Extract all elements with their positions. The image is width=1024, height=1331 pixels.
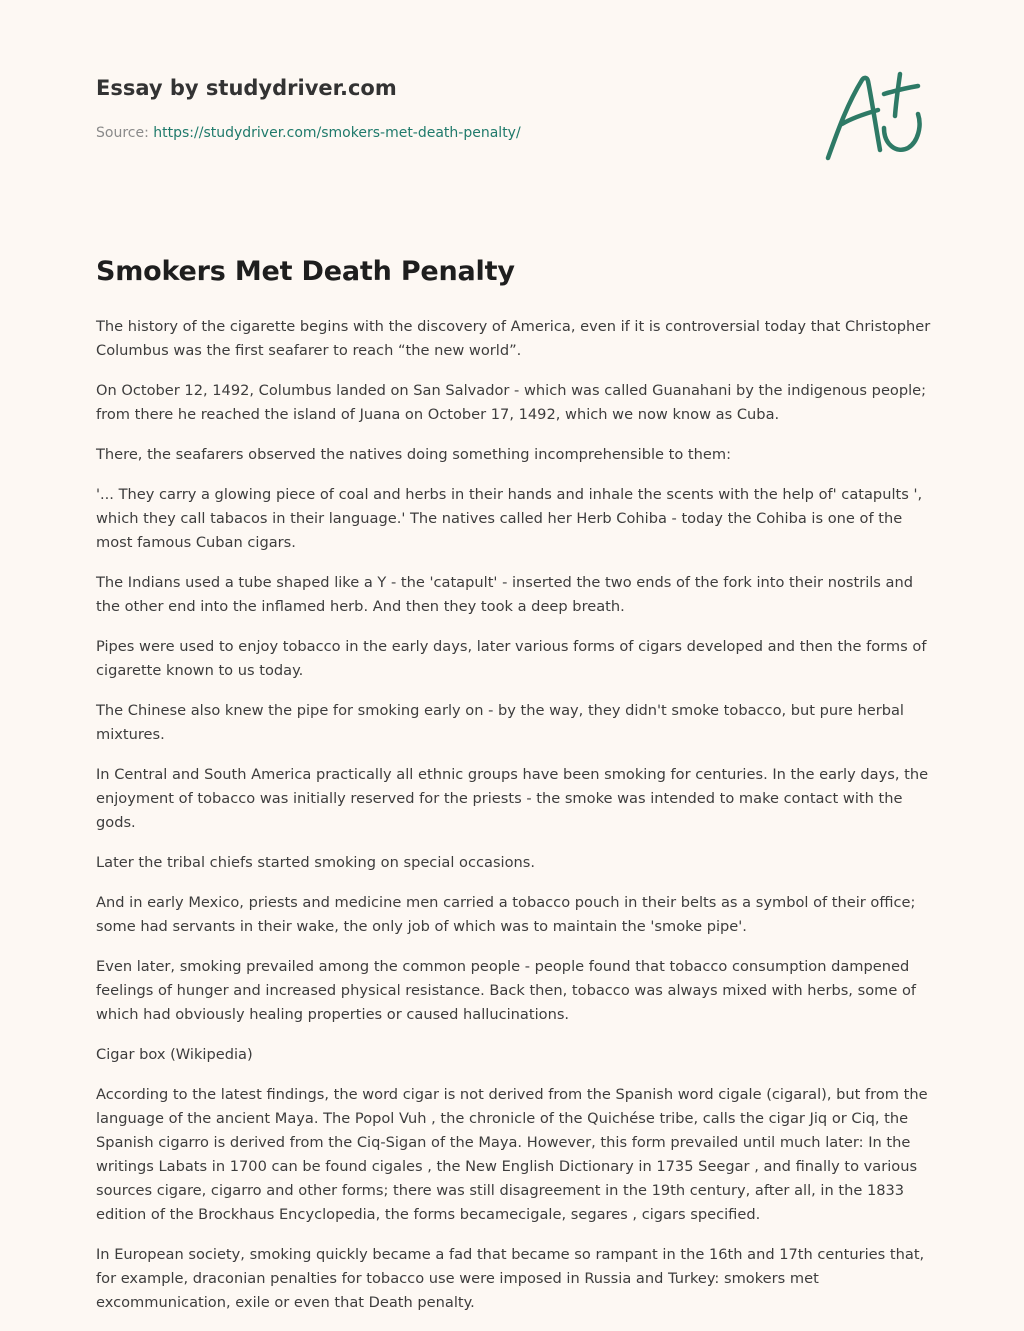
source-line [96,125,521,141]
a-plus-logo-icon [818,66,930,166]
paragraph: In Central and South America practically all ethnic groups have been smoking for centuries. In the early days, the enjoyment of tobacco was initially reserved for the priests - the smoke was intended to make contact with the gods. [96,766,929,831]
essay-body [96,315,936,1331]
paragraph: The Chinese also knew the pipe for smoking early on - by the way, they didn't smoke tobacco, but pure herbal mixtures. [96,702,904,743]
paragraph: The Indians used a tube shaped like a Y - the 'catapult' - inserted the two ends of the fork into their nostrils and the other end into the inflamed herb. And then they took a deep breath. [96,574,914,615]
paragraph: On October 12, 1492, Columbus landed on San Salvador - which was called Guanahani by the indigenous people; from there he reached the island of Juana on October 17, 1492, which we now know as Cuba. [96,382,927,423]
source-label: Source: [96,125,154,141]
paragraph: According to the latest findings, the word cigar is not derived from the Spanish word cigale (cigaral), but from the language of the ancient Maya. The Popol Vuh , the chronicle of the Quichése tribe, calls the cigar Jiq or Ciq, the Spanish cigarro is derived from the Ciq-Sigan of the Maya. However, this form prevailed until much later: In the writings Labats in 1700 can be found cigales , the New English Dictionary in 1735 Seegar , and finally to various sources cigare, cigarro and other forms; there was still disagreement in the 19th century, after all, in the 1833 edition of the Brockhaus Encyclopedia, the forms becamecigale, segares , cigars specified. [96,1086,928,1223]
paragraph: Cigar box (Wikipedia) [96,1046,253,1063]
paragraph: In European society, smoking quickly became a fad that became so rampant in the 16th and 17th centuries that, for example, draconian penalties for tobacco use were imposed in Russia and Turkey: smokers met excommunication, exile or even that Death penalty. [96,1246,925,1311]
paragraph: And in early Mexico, priests and medicine men carried a tobacco pouch in their belts as a symbol of their office; some had servants in their wake, the only job of which was to maintain the 'smoke pipe'. [96,894,916,935]
paragraph: There, the seafarers observed the natives doing something incomprehensible to them: [96,446,732,463]
paragraph: Pipes were used to enjoy tobacco in the early days, later various forms of cigars developed and then the forms of cigarette known to us today. [96,638,927,679]
paragraph: The history of the cigarette begins with the discovery of America, even if it is controversial today that Christopher Columbus was the first seafarer to reach “the new world”. [96,318,931,359]
paragraph: Later the tribal chiefs started smoking on special occasions. [96,854,536,871]
site-header-title: Essay by studydriver.com [96,76,397,100]
document-title: Smokers Met Death Penalty [96,256,515,287]
paragraph: Even later, smoking prevailed among the common people - people found that tobacco consumption dampened feelings of hunger and increased physical resistance. Back then, tobacco was always mixed with herbs, some of which had obviously healing properties or caused hallucinations. [96,958,917,1023]
paragraph: '... They carry a glowing piece of coal and herbs in their hands and inhale the scents with the help of' catapults ', which they call tabacos in their language.' The natives called her Herb Cohiba - today the Cohiba is one of the most famous Cuban cigars. [96,486,923,551]
source-link[interactable]: https://studydriver.com/smokers-met-death-penalty/ [153,125,521,141]
